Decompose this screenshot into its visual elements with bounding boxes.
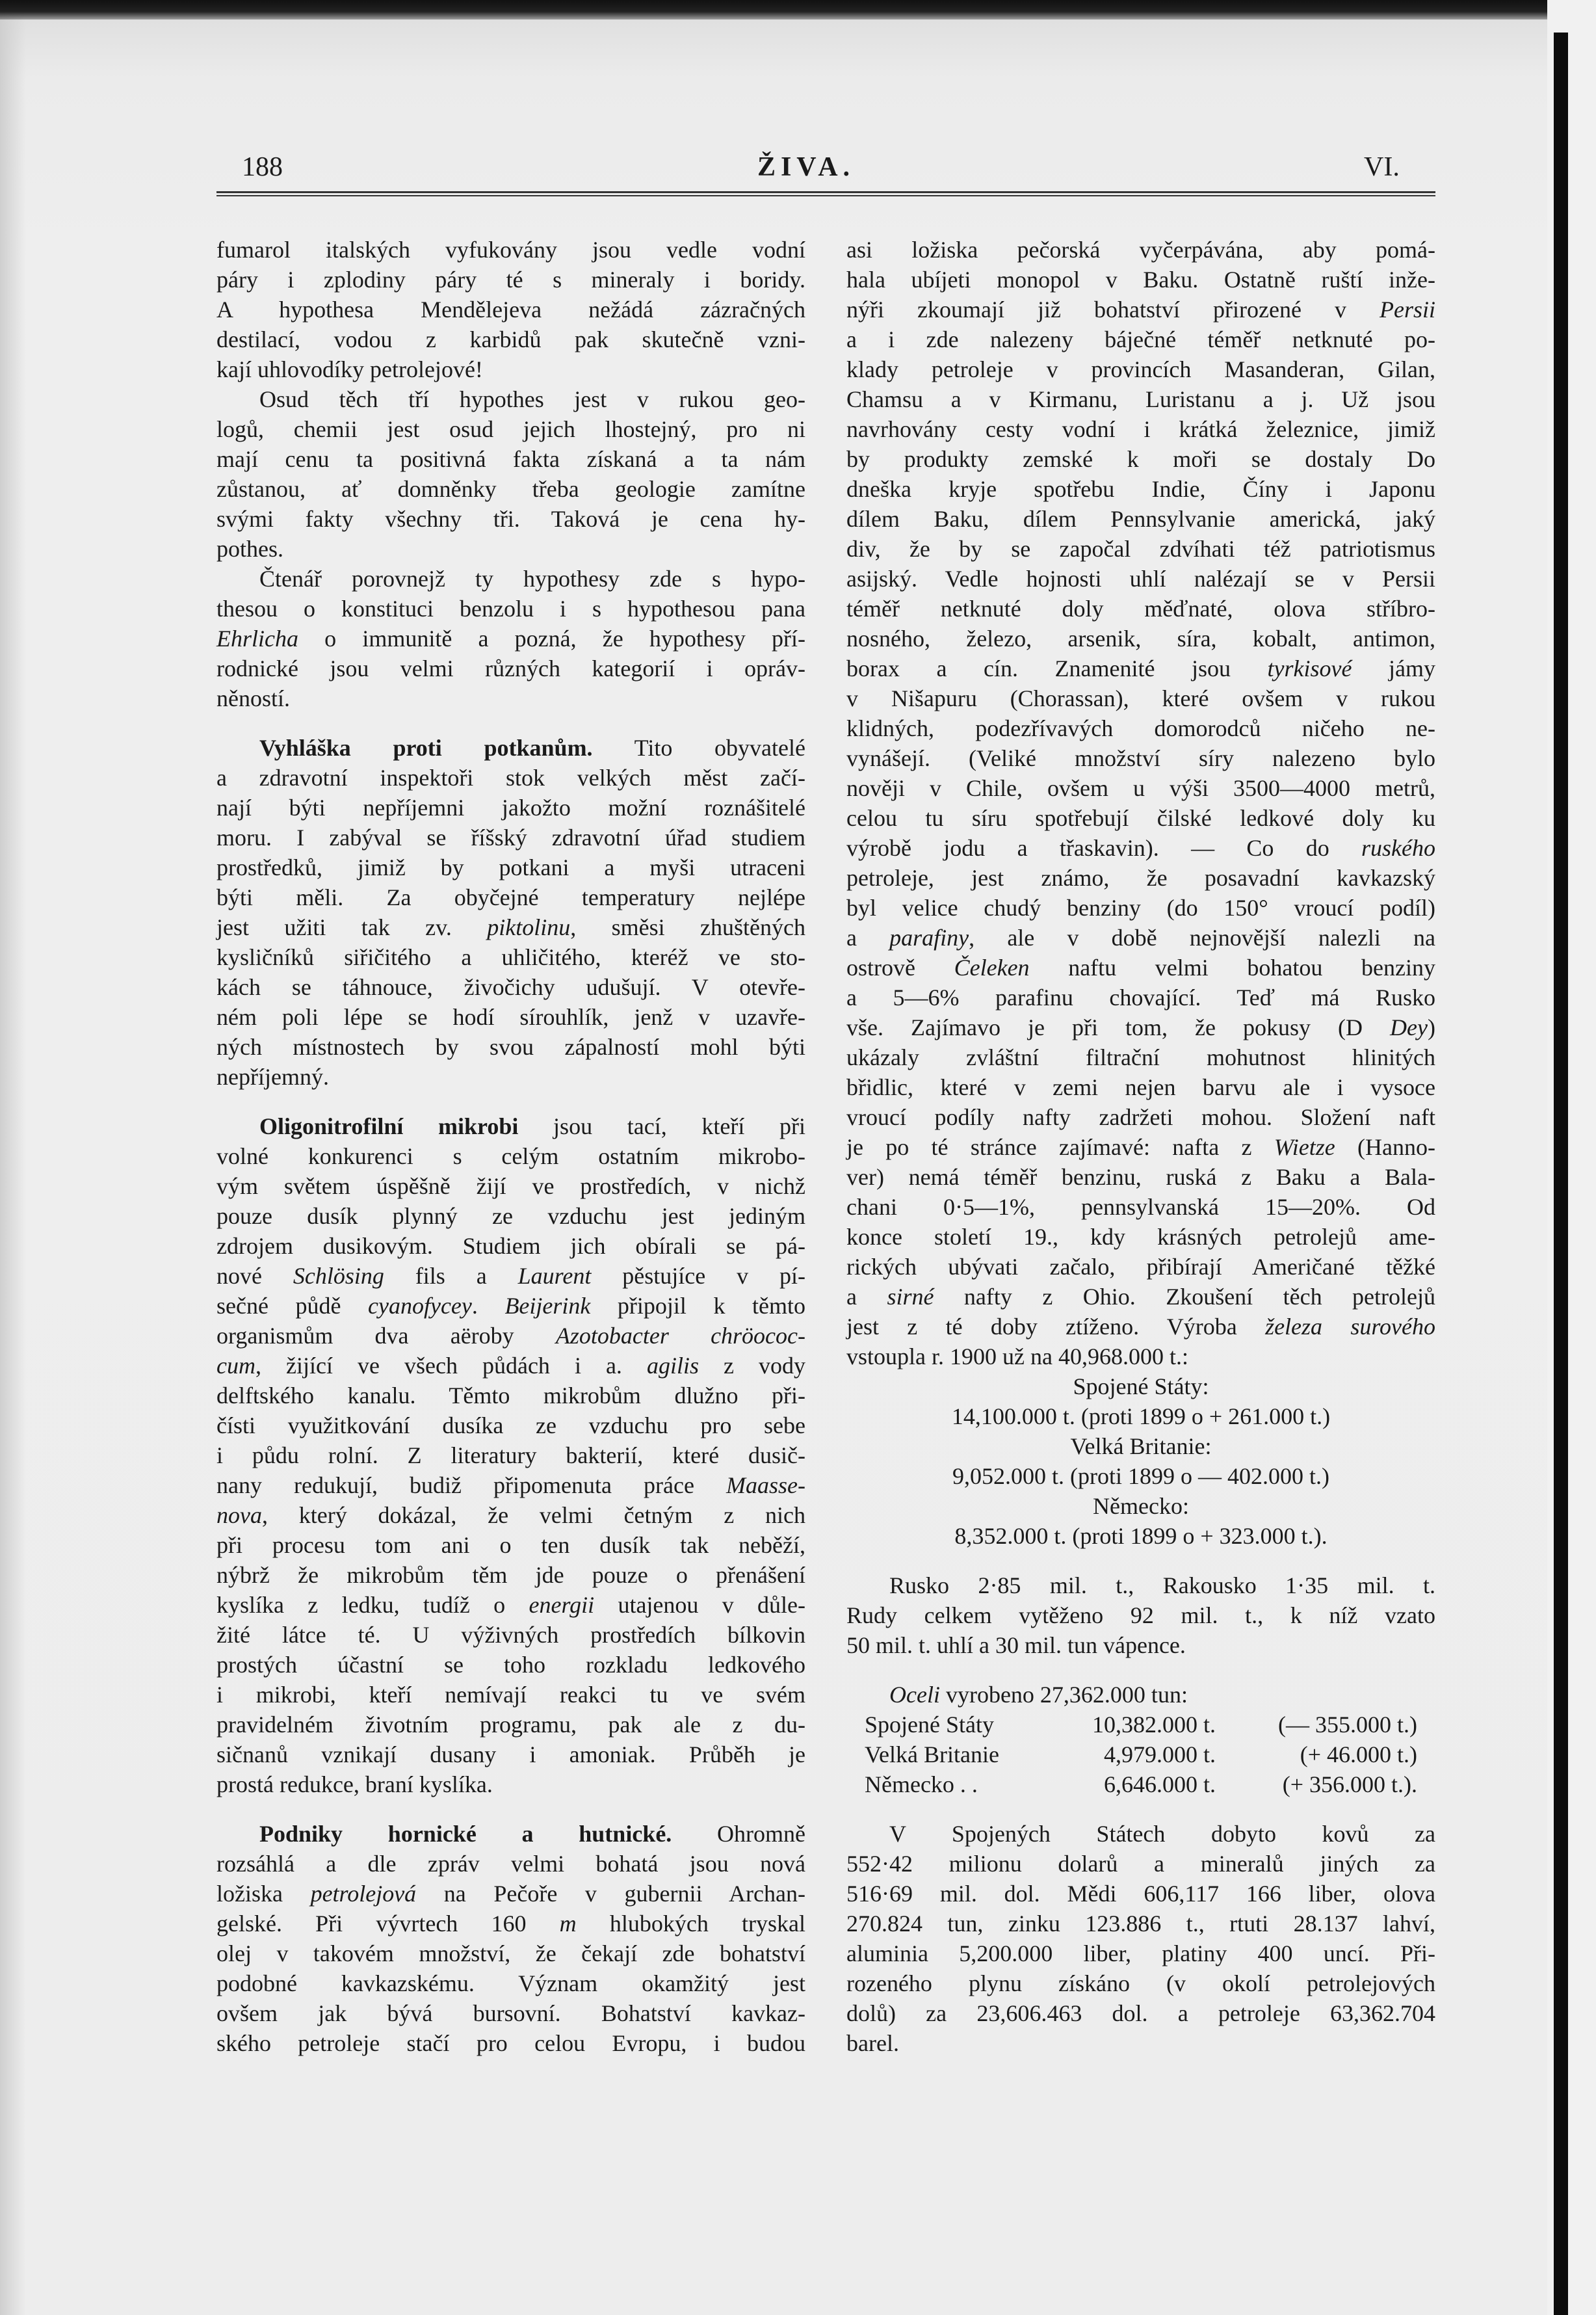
- text-run: (Hanno-: [1335, 1134, 1436, 1160]
- italic-term: Wietze: [1274, 1134, 1335, 1160]
- right-column: [846, 235, 1435, 2058]
- text-line: žité látce té. U výživných prostředích bílkovin: [216, 1622, 805, 1648]
- text-run: , směsi zhuštěných: [570, 914, 805, 940]
- text-line: vstoupla r. 1900 už na 40,968.000 t.:: [846, 1343, 1188, 1369]
- text-line: v Nišapuru (Chorassan), které ovšem v rukou: [846, 685, 1435, 711]
- text-line: svými fakty všechny tři. Taková je cena hy-: [216, 506, 805, 532]
- text-line: [216, 1261, 805, 1291]
- text-line: [216, 1321, 805, 1351]
- text-line: [846, 1282, 1435, 1312]
- text-line: ského petroleje stačí pro celou Evropu, i budou: [216, 2030, 805, 2056]
- text-line: logů, chemii jest osud jejich lhostejný, pro ni: [216, 416, 805, 442]
- text-line: Spojené Státy:: [1073, 1373, 1209, 1399]
- text-run: ): [1428, 1014, 1435, 1040]
- paragraph: [216, 733, 805, 1092]
- italic-term: sirné: [887, 1284, 934, 1310]
- italic-term: Persii: [1380, 297, 1435, 323]
- italic-term: Oceli: [889, 1682, 940, 1708]
- table-cell: (— 355.000 t.): [1278, 1712, 1417, 1738]
- section-heading: Vyhláška proti potkanům.: [259, 735, 593, 761]
- paragraph: [846, 1570, 1435, 1660]
- text-run: gelské. Při vývrtech 160: [216, 1911, 560, 1937]
- text-line: [216, 1470, 805, 1500]
- text-line: kají uhlovodíky petrolejové!: [216, 356, 483, 382]
- text-run: Ohromně: [672, 1821, 805, 1847]
- text-line: volné konkurenci s celým ostatním mikrobo-: [216, 1143, 805, 1169]
- text-line: [216, 1500, 805, 1530]
- text-line: rozeného plynu získáno (v okolí petrolejových: [846, 1970, 1435, 1996]
- italic-term: piktolinu: [487, 914, 571, 940]
- text-line: prostých účastní se toho rozkladu ledkového: [216, 1652, 805, 1678]
- text-line: téměř netknuté doly měďnaté, olova stříbro-: [846, 596, 1435, 622]
- text-line: 8,352.000 t. (proti 1899 o + 323.000 t.).: [954, 1523, 1328, 1549]
- italic-term: Ehrlicha: [216, 626, 298, 652]
- text-line: [216, 1291, 805, 1321]
- paragraph: [216, 384, 805, 564]
- italic-term: tyrkisové: [1267, 655, 1352, 681]
- italic-term: energii: [529, 1592, 595, 1618]
- steel-table-row: [846, 1710, 1435, 1740]
- text-run: je po té stránce zajímavé: nafta z: [846, 1134, 1274, 1160]
- header-rule-top: [216, 191, 1435, 193]
- italic-term: agilis: [646, 1353, 699, 1379]
- left-column: [216, 235, 805, 2058]
- text-line: zdrojem dusikovým. Studiem jich obírali se pá-: [216, 1233, 805, 1259]
- text-line: nosného, železo, arsenik, síra, kobalt, antimon,: [846, 626, 1435, 652]
- volume-number: VI.: [1364, 152, 1400, 182]
- paragraph: [216, 235, 805, 384]
- paragraph: [216, 564, 805, 713]
- section-heading: Podniky hornické a hutnické.: [259, 1821, 672, 1847]
- italic-term: cyanofycey: [368, 1293, 472, 1319]
- text-run: hlubokých tryskal: [576, 1911, 805, 1937]
- text-line: [846, 953, 1435, 983]
- text-line: [846, 654, 1435, 683]
- text-line: dolů) za 23,606.463 dol. a petroleje 63,362.704: [846, 2000, 1435, 2026]
- steel-table-row: [846, 1769, 1435, 1799]
- text-run: výrobě jodu a třaskavin). — Co do: [846, 835, 1362, 861]
- text-run: utajenou v důle-: [594, 1592, 806, 1618]
- text-line: něností.: [216, 685, 290, 711]
- text-run: vše. Zajímavo je při tom, že pokusy (D: [846, 1014, 1391, 1040]
- text-line: navrhovány cesty vodní i krátká železnice, jimiž: [846, 416, 1435, 442]
- text-run: jsou tací, kteří při: [518, 1113, 805, 1139]
- text-run: sečné půdě: [216, 1293, 369, 1319]
- table-cell: 6,646.000 t.: [1103, 1771, 1216, 1797]
- text-line: 50 mil. t. uhlí a 30 mil. tun vápence.: [846, 1632, 1186, 1658]
- text-line: rodnické jsou velmi různých kategorií i opráv-: [216, 655, 805, 681]
- text-line: a zdravotní inspektoři stok velkých měst začí-: [216, 765, 805, 791]
- italic-term: m: [559, 1911, 577, 1937]
- text-line: prostá redukce, braní kyslíka.: [216, 1771, 493, 1797]
- italic-term: železa surového: [1265, 1314, 1435, 1340]
- text-run: nové: [216, 1263, 293, 1289]
- text-run: o immunitě a pozná, že hypothesy pří-: [298, 626, 805, 652]
- text-line: [846, 295, 1435, 324]
- text-line: thesou o konstituci benzolu i s hypothesou pana: [216, 596, 805, 622]
- text-line: [846, 1312, 1435, 1342]
- text-line: hala ubíjeti monopol v Baku. Ostatně ruští inže-: [846, 267, 1435, 293]
- text-run: připojil k těmto: [590, 1293, 805, 1319]
- text-run: nýři zkoumají již bohatství přirozené v: [846, 297, 1380, 323]
- text-line: celou tu síru spotřebují čilské ledkové doly ku: [846, 805, 1435, 831]
- text-line: pravidelném životním programu, pak ale z du-: [216, 1712, 805, 1738]
- text-run: borax a cín. Znamenité jsou: [846, 655, 1268, 681]
- text-line: [216, 1819, 805, 1849]
- paragraph: [216, 1111, 805, 1799]
- text-line: A hypothesa Mendělejeva nežádá zázračných: [216, 297, 805, 323]
- text-run: jámy: [1352, 655, 1436, 681]
- text-line: barel.: [846, 2030, 899, 2056]
- text-line: [846, 1012, 1435, 1042]
- italic-term: nova: [216, 1502, 262, 1528]
- italic-term: ruského: [1361, 835, 1435, 861]
- text-line: vroucí podíly nafty zadržeti mohou. Složení naft: [846, 1104, 1435, 1130]
- text-line: čísti využitkování dusíka ze vzduchu pro sebe: [216, 1412, 805, 1438]
- text-line: pothes.: [216, 536, 283, 562]
- text-line: dneška kryje spotřebu Indie, Číny i Japonu: [846, 476, 1435, 502]
- text-line: [216, 624, 805, 654]
- table-cell: (+ 356.000 t.).: [1282, 1771, 1417, 1797]
- paragraph: [846, 1680, 1435, 1710]
- text-line: petroleje, jest známo, že posavadní kavkazský: [846, 865, 1435, 891]
- italic-term: Maasse-: [726, 1472, 805, 1498]
- text-line: [846, 1680, 1435, 1710]
- text-line: ver) nemá téměř benzinu, ruská z Baku a Bala-: [846, 1164, 1435, 1190]
- table-cell: Velká Britanie: [865, 1741, 999, 1767]
- steel-table-row: [846, 1740, 1435, 1769]
- text-line: ovšem jak bývá bursovní. Bohatství kavkaz-: [216, 2000, 805, 2026]
- text-line: delftského kanalu. Těmto mikrobům dlužno při-: [216, 1382, 805, 1409]
- text-line: fumarol italských vyfukovány jsou vedle vodní: [216, 237, 805, 263]
- text-line: Chamsu a v Kirmanu, Luristanu a j. Už jsou: [846, 386, 1435, 412]
- text-line: div, že by se započal zdvíhati též patriotismus: [846, 536, 1435, 562]
- text-line: asijský. Vedle hojnosti uhlí nalézají se v Persii: [846, 566, 1435, 592]
- scan-top-border: [0, 0, 1596, 20]
- text-line: [216, 1111, 805, 1141]
- text-line: asi ložiska pečorská vyčerpávána, aby pomá-: [846, 237, 1435, 263]
- text-line: [216, 1351, 805, 1381]
- text-line: [846, 1132, 1435, 1162]
- text-run: , ale v době nejnovější nalezli na: [969, 925, 1435, 951]
- italic-term: Azotobacter chröococ-: [555, 1323, 806, 1349]
- text-line: zůstanou, ať domněnky třeba geologie zamítne: [216, 476, 805, 502]
- paragraph: [846, 235, 1435, 1371]
- text-line: vynášejí. (Veliké množství síry nalezeno bylo: [846, 745, 1435, 771]
- text-run: na Pečoře v gubernii Archan-: [416, 1881, 805, 1907]
- table-cell: 4,979.000 t.: [1103, 1741, 1216, 1767]
- text-line: Osud těch tří hypothes jest v rukou geo-: [259, 386, 805, 412]
- text-line: [846, 833, 1435, 863]
- text-line: 270.824 tun, zinku 123.886 t., rtuti 28.137 lahví,: [846, 1911, 1435, 1937]
- italic-term: Beijerink: [504, 1293, 591, 1319]
- text-line: V Spojených Státech dobyto kovů za: [889, 1821, 1435, 1847]
- text-run: , který dokázal, že velmi četným z nich: [261, 1502, 805, 1528]
- text-run: kyslíka z ledku, tudíž o: [216, 1592, 529, 1618]
- text-line: Německo:: [1093, 1493, 1189, 1519]
- text-run: .: [471, 1293, 505, 1319]
- scan-left-shadow: [0, 0, 26, 2315]
- text-line: [846, 923, 1435, 953]
- text-line: [216, 1879, 805, 1909]
- text-line: 552·42 milionu dolarů a mineralů jiných za: [846, 1851, 1435, 1877]
- text-line: i mikrobi, kteří nemívají reakci tu ve svém: [216, 1682, 805, 1708]
- text-line: destilací, vodou z karbidů pak skutečně vzni-: [216, 326, 805, 352]
- text-line: ukázaly zvláštní filtrační mohutnost hlinitých: [846, 1044, 1435, 1070]
- text-line: býti měli. Za obyčejné temperatury nejlépe: [216, 884, 805, 910]
- italic-term: parafiny: [889, 925, 969, 951]
- text-line: [216, 1590, 805, 1620]
- text-line: nověji v Chile, ovšem u výši 3500—4000 metrů,: [846, 775, 1435, 801]
- text-line: [216, 912, 805, 942]
- text-run: , žijící ve všech půdách i a.: [255, 1353, 647, 1379]
- table-cell: (+ 46.000 t.): [1300, 1741, 1417, 1767]
- text-run: naftu velmi bohatou benziny: [1029, 955, 1435, 981]
- italic-term: Schlösing: [293, 1263, 384, 1289]
- text-line: [216, 1909, 805, 1938]
- text-line: rozsáhlá a dle zpráv velmi bohatá jsou nová: [216, 1851, 805, 1877]
- text-line: klidných, podezřívavých domorodců ničeho ne-: [846, 715, 1435, 741]
- text-line: a 5—6% parafinu chovající. Teď má Rusko: [846, 985, 1435, 1011]
- italic-term: Dey: [1390, 1014, 1428, 1040]
- text-line: moru. I zabýval se říšský zdravotní úřad studiem: [216, 825, 805, 851]
- text-run: pěstujíce v pí-: [591, 1263, 806, 1289]
- italic-term: petrolejová: [310, 1881, 417, 1907]
- page-number: 188: [242, 152, 283, 182]
- text-line: i půdu rolní. Z literatury bakterií, které dusič-: [216, 1442, 805, 1468]
- text-line: nýbrž že mikrobům těm jde pouze o přenášení: [216, 1562, 805, 1588]
- text-run: z vody: [698, 1353, 805, 1379]
- text-line: klady petroleje v provincích Masanderan, Gilan,: [846, 356, 1435, 382]
- text-run: jest z té doby ztíženo. Výroba: [846, 1314, 1266, 1340]
- paragraph: [846, 1819, 1435, 2058]
- text-line: páry i zplodiny páry té s mineraly i boridy.: [216, 267, 805, 293]
- text-line: [216, 733, 805, 763]
- text-line: prostředků, jimiž by potkani a myši utraceni: [216, 854, 805, 880]
- text-line: a i zde nalezeny báječné téměř netknuté po-: [846, 326, 1435, 352]
- text-run: ostrově: [846, 955, 954, 981]
- text-run: nany redukují, budiž připomenuta práce: [216, 1472, 727, 1498]
- journal-title: ŽIVA.: [757, 152, 856, 182]
- text-line: mají cenu ta positivná fakta získaná a ta nám: [216, 446, 805, 472]
- italic-term: cum: [216, 1353, 255, 1379]
- text-line: kysličníků siřičitého a uhličitého, kteréž ve sto-: [216, 944, 805, 970]
- text-run: Tito obyvatelé: [592, 735, 805, 761]
- text-line: dílem Baku, dílem Pennsylvanie americká, jaký: [846, 506, 1435, 532]
- text-line: rických ubývati začalo, přibírají Američané těžké: [846, 1254, 1435, 1280]
- text-line: sičnanů vznikají dusany i amoniak. Průběh je: [216, 1741, 805, 1767]
- text-run: vyrobeno 27,362.000 tun:: [939, 1682, 1188, 1708]
- text-run: organismům dva aëroby: [216, 1323, 556, 1349]
- text-line: vým světem úspěšně žijí ve prostředích, v nichž: [216, 1173, 805, 1199]
- text-run: a: [846, 1284, 887, 1310]
- scan-right-border: [1554, 33, 1568, 2315]
- text-line: Rusko 2·85 mil. t., Rakousko 1·35 mil. t.: [889, 1572, 1435, 1598]
- italic-term: Laurent: [517, 1263, 592, 1289]
- text-line: 14,100.000 t. (proti 1899 o + 261.000 t.): [951, 1403, 1331, 1429]
- steel-table: [846, 1710, 1435, 1799]
- text-line: Rudy celkem vytěženo 92 mil. t., k níž vzato: [846, 1602, 1435, 1628]
- text-run: a: [846, 925, 890, 951]
- text-line: pouze dusík plynný ze vzduchu jest jediným: [216, 1203, 805, 1229]
- text-run: fils a: [384, 1263, 518, 1289]
- table-cell: 10,382.000 t.: [1092, 1712, 1216, 1738]
- text-line: chani 0·5—1%, pennsylvanská 15—20%. Od: [846, 1194, 1435, 1220]
- text-run: nafty z Ohio. Zkoušení těch petrolejů: [934, 1284, 1435, 1310]
- text-line: ných místnostech by svou zápalností mohl býti: [216, 1034, 805, 1060]
- text-line: aluminia 5,200.000 liber, platiny 400 uncí. Při-: [846, 1940, 1435, 1966]
- text-run: jest užiti tak zv.: [216, 914, 488, 940]
- text-run: ložiska: [216, 1881, 311, 1907]
- text-line: Velká Britanie:: [1070, 1433, 1212, 1459]
- text-line: ném poli lépe se hodí sírouhlík, jenž v uzavře-: [216, 1004, 805, 1030]
- text-line: olej v takovém množství, že čekají zde bohatství: [216, 1940, 805, 1966]
- section-heading: Oligonitrofilní mikrobi: [259, 1113, 519, 1139]
- text-line: 9,052.000 t. (proti 1899 o — 402.000 t.): [952, 1463, 1329, 1489]
- text-line: nají býti nepříjemni jakožto možní roznášitelé: [216, 795, 805, 821]
- text-line: 516·69 mil. dol. Mědi 606,117 166 liber, olova: [846, 1881, 1435, 1907]
- text-line: by produkty zemské k moři se dostaly Do: [846, 446, 1435, 472]
- text-line: nepříjemný.: [216, 1064, 329, 1090]
- paragraph: [216, 1819, 805, 2058]
- text-line: břidlic, které v zemi nejen barvu ale i vysoce: [846, 1074, 1435, 1100]
- text-line: podobné kavkazskému. Význam okamžitý jest: [216, 1970, 805, 1996]
- text-line: konce století 19., kdy krásných petrolejů ame-: [846, 1224, 1435, 1250]
- italic-term: Čeleken: [954, 955, 1030, 981]
- text-line: byl velice chudý benziny (do 150° vroucí podíl): [846, 895, 1435, 921]
- text-line: při procesu tom ani o ten dusík tak neběží,: [216, 1532, 805, 1558]
- table-cell: Německo . .: [865, 1771, 978, 1797]
- text-line: Čtenář porovnejž ty hypothesy zde s hypo-: [259, 566, 805, 592]
- text-line: kách se táhnouce, živočichy udušují. V otevře-: [216, 974, 805, 1000]
- header-rule-bottom: [216, 195, 1435, 196]
- table-cell: Spojené Státy: [865, 1712, 994, 1738]
- centered-figures: [846, 1371, 1435, 1551]
